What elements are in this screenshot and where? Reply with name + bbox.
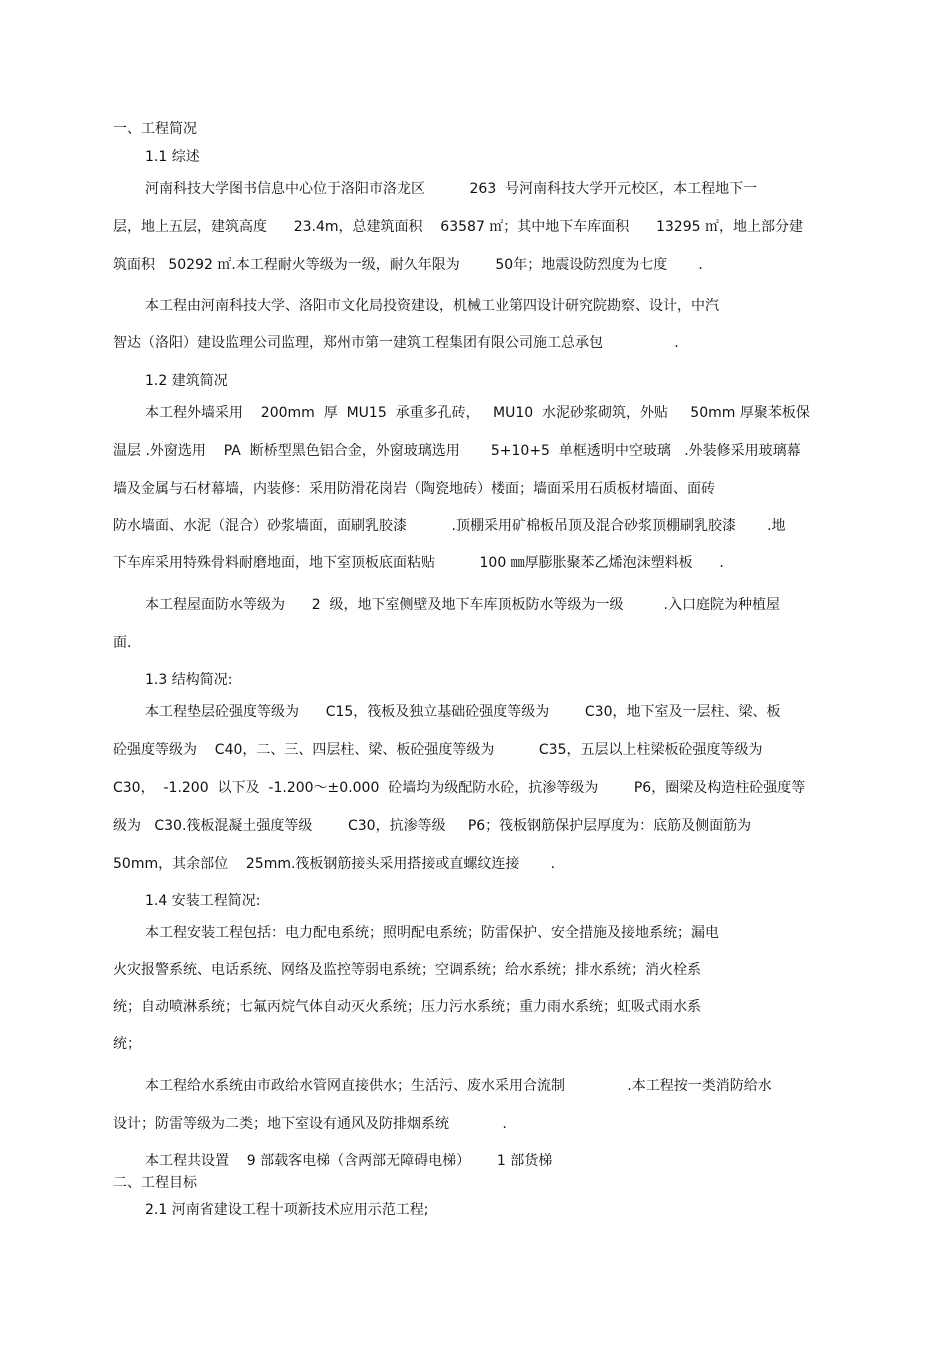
- subsection-heading: 1.2 建筑简况: [145, 373, 228, 389]
- paragraph-line: 温层 .外窗选用 PA 断桥型黑色铝合金，外窗玻璃选用 5+10+5 单框透明中空玻璃 .外装修采用玻璃幕: [113, 443, 801, 459]
- paragraph-line: 火灾报警系统、电话系统、网络及监控等弱电系统；空调系统；给水系统；排水系统；消火栓系: [113, 962, 701, 978]
- subsection-heading: 1.1 综述: [145, 149, 200, 165]
- paragraph-line: 本工程安装工程包括：电力配电系统；照明配电系统；防雷保护、安全措施及接地系统；漏电: [145, 925, 719, 941]
- paragraph-line: 河南科技大学图书信息中心位于洛阳市洛龙区 263 号河南科技大学开元校区，本工程地下一: [145, 181, 758, 197]
- paragraph-line: 本工程外墙采用 200mm 厚 MU15 承重多孔砖， MU10 水泥砂浆砌筑，外贴 50mm 厚聚苯板保: [145, 405, 810, 421]
- paragraph-line: 防水墙面、水泥（混合）砂浆墙面，面刷乳胶漆 .顶棚采用矿棉板吊顶及混合砂浆顶棚刷乳胶漆 .地: [113, 518, 786, 534]
- paragraph-line: 本工程由河南科技大学、洛阳市文化局投资建设，机械工业第四设计研究院勘察、设计，中汽: [145, 298, 719, 314]
- paragraph-line: 砼强度等级为 C40，二、三、四层柱、梁、板砼强度等级为 C35，五层以上柱梁板砼强度等级为: [113, 742, 763, 758]
- subsection-heading: 1.4 安装工程简况:: [145, 893, 261, 909]
- paragraph-line: 本工程屋面防水等级为 2 级，地下室侧壁及地下车库顶板防水等级为一级 .入口庭院为种植屋: [145, 597, 781, 613]
- paragraph-line: 50mm，其余部位 25mm.筏板钢筋接头采用搭接或直螺纹连接 .: [113, 856, 556, 872]
- section-heading: 一、工程简况: [113, 121, 197, 137]
- paragraph-line: 本工程垫层砼强度等级为 C15，筏板及独立基础砼强度等级为 C30，地下室及一层柱、梁、板: [145, 704, 781, 720]
- paragraph-line: 层，地上五层，建筑高度 23.4m，总建筑面积 63587 ㎡；其中地下车库面积 13295 ㎡，地上部分建: [113, 219, 803, 235]
- subsection-heading: 2.1 河南省建设工程十项新技术应用示范工程;: [145, 1202, 429, 1218]
- paragraph-line: 统；: [113, 1036, 141, 1052]
- paragraph-line: C30， -1.200 以下及 -1.200～±0.000 砼墙均为级配防水砼，抗渗等级为 P6，圈梁及构造柱砼强度等: [113, 780, 806, 796]
- paragraph-line: 本工程给水系统由市政给水管网直接供水；生活污、废水采用合流制 .本工程按一类消防给水: [145, 1078, 772, 1094]
- paragraph-line: 设计；防雷等级为二类；地下室设有通风及防排烟系统 .: [113, 1116, 507, 1132]
- paragraph-line: 级为 C30.筏板混凝土强度等级 C30，抗渗等级 P6；筏板钢筋保护层厚度为：底筋及侧面筋为: [113, 818, 752, 834]
- paragraph-line: 本工程共设置 9 部载客电梯（含两部无障碍电梯） 1 部货梯: [145, 1153, 553, 1169]
- subsection-heading: 1.3 结构简况:: [145, 672, 233, 688]
- paragraph-line: 筑面积 50292 ㎡.本工程耐火等级为一级，耐久年限为 50年；地震设防烈度为七度 .: [113, 257, 703, 273]
- paragraph-line: 墙及金属与石材幕墙，内装修：采用防滑花岗岩（陶瓷地砖）楼面；墙面采用石质板材墙面、面砖: [113, 481, 715, 497]
- paragraph-line: 智达（洛阳）建设监理公司监理，郑州市第一建筑工程集团有限公司施工总承包 .: [113, 335, 679, 351]
- section-heading: 二、工程目标: [113, 1175, 197, 1191]
- paragraph-line: 面.: [113, 635, 132, 651]
- paragraph-line: 下车库采用特殊骨料耐磨地面，地下室顶板底面粘贴 100 ㎜厚膨胀聚苯乙烯泡沫塑料板 .: [113, 555, 724, 571]
- paragraph-line: 统；自动喷淋系统；七氟丙烷气体自动灭火系统；压力污水系统；重力雨水系统；虹吸式雨水系: [113, 999, 701, 1015]
